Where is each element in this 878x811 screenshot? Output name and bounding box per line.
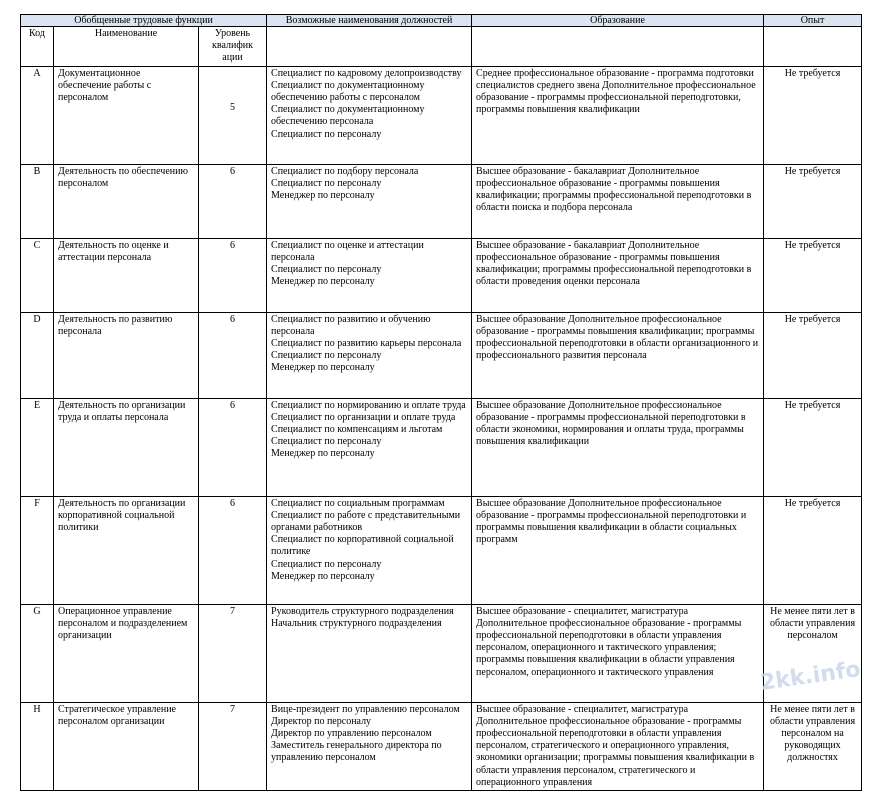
subheader-empty [267,27,472,67]
header-experience: Опыт [764,15,862,27]
row-experience: Не требуется [764,66,862,164]
position-item: Директор по персоналу [271,715,372,727]
row-experience: Не требуется [764,238,862,312]
table-row [21,496,862,604]
row-positions [267,702,472,790]
position-item: Специалист по персоналу [271,350,382,362]
row-positions [267,164,472,238]
row-positions [267,238,472,312]
position-item: Вице-президент по управлению персоналом [271,703,460,715]
position-item: Специалист по компенсациям и льготам [271,424,443,436]
subheader-empty [764,27,862,67]
row-code: A [21,66,54,164]
professional-standard-table [20,14,862,791]
row-positions [267,312,472,398]
row-experience: Не требуется [764,398,862,496]
subheader-empty [472,27,764,67]
row-experience: Не менее пяти лет в области управления персоналом [764,604,862,702]
row-code: C [21,238,54,312]
position-item: Специалист по персоналу [271,264,382,276]
position-item: Специалист по документационному обеспечению персонала [271,104,425,128]
position-item: Специалист по кадровому делопроизводству [271,67,462,79]
position-item: Менеджер по персоналу [271,362,375,374]
table-row [21,164,862,238]
row-level-cell [199,66,267,164]
subheader-row [21,27,862,67]
row-name: Деятельность по обеспечению персоналом [54,164,199,238]
row-name: Деятельность по организации корпоративной социальной политики [54,496,199,604]
row-name: Деятельность по развитию персонала [54,312,199,398]
row-experience: Не требуется [764,164,862,238]
position-item: Менеджер по персоналу [271,276,375,288]
position-item: Специалист по организации и оплате труда [271,411,456,423]
row-code: D [21,312,54,398]
row-level: 6 [199,312,267,398]
row-positions [267,496,472,604]
subheader-name: Наименование [54,27,199,67]
position-item: Руководитель структурного подразделения [271,605,454,617]
row-level: 7 [199,604,267,702]
row-code: H [21,702,54,790]
row-level: 6 [199,238,267,312]
row-education: Высшее образование - бакалавриат Дополнительное профессиональное образование - программы повышения квалификации; программы профессиональной переподготовки в области проведения оценки персонала [472,238,764,312]
row-code: B [21,164,54,238]
position-item: Специалист по персоналу [271,177,382,189]
position-item: Заместитель генерального директора по управлению персоналом [271,740,442,764]
watermark: 2kk.info [758,657,863,696]
row-level: 6 [199,496,267,604]
position-item: Специалист по персоналу [271,128,382,140]
row-name: Деятельность по оценке и аттестации персонала [54,238,199,312]
row-code: F [21,496,54,604]
position-item: Специалист по работе с представительными органами работников [271,509,461,534]
position-item: Специалист по корпоративной социальной политике [271,534,454,558]
table-row [21,238,862,312]
row-education: Высшее образование Дополнительное профессиональное образование - программы профессиональной переподготовки в области экономики, нормирования и оплаты труда, программы повышения квалификации [472,398,764,496]
position-item: Специалист по персоналу [271,436,382,448]
position-item: Специалист по развитию и обучению персонала [271,313,431,337]
table-row [21,702,862,790]
position-item: Специалист по оценке и аттестации персонала [271,239,424,263]
row-name: Стратегическое управление персоналом организации [54,702,199,790]
row-education: Высшее образование - бакалавриат Дополнительное профессиональное образование - программы повышения квалификации; программы профессиональной переподготовки в области поиска и подбора персонала [472,164,764,238]
position-item: Специалист по подбору персонала [271,165,419,177]
row-education: Высшее образование - специалитет, магистратура Дополнительное профессиональное образование - программы профессиональной переподготовки в области управления персоналом, операционного и тактического управления; программы повышения квалификации в области управления персоналом, операционного и тактического управления [472,604,764,702]
row-level: 6 [199,164,267,238]
position-item: Специалист по персоналу [271,558,382,570]
row-education: Высшее образование Дополнительное профессиональное образование - программы профессиональной переподготовки и программы повышения квалификации в области социальных программ [472,496,764,604]
row-positions [267,604,472,702]
subheader-code: Код [21,27,54,67]
row-name: Документационное обеспечение работы с персоналом [54,66,199,164]
table-row [21,312,862,398]
row-experience: Не менее пяти лет в области управления персоналом на руководящих должностях [764,702,862,790]
row-code: E [21,398,54,496]
header-functions: Обобщенные трудовые функции [21,15,267,27]
table-row [21,66,862,164]
position-item: Специалист по социальным программам [271,497,445,509]
row-level: 6 [199,398,267,496]
table-row [21,604,862,702]
position-item: Менеджер по персоналу [271,570,375,582]
position-item: Специалист по развитию карьеры персонала [271,338,462,350]
row-name: Операционное управление персоналом и подразделением организации [54,604,199,702]
row-level: 7 [199,702,267,790]
row-positions [267,66,472,164]
row-code: G [21,604,54,702]
position-item: Начальник структурного подразделения [271,617,442,629]
position-item: Специалист по нормированию и оплате труда [271,399,466,411]
subheader-level: Уровень квалифик ации [199,27,267,67]
position-item: Директор по управлению персоналом [271,728,432,740]
header-positions: Возможные наименования должностей [267,15,472,27]
position-item: Специалист по документационному обеспечению работы с персоналом [271,79,425,104]
header-education: Образование [472,15,764,27]
row-education: Высшее образование Дополнительное профессиональное образование - программы повышения квалификации; программы профессиональной переподготовки в области организационного и профессионального развития персонала [472,312,764,398]
row-experience: Не требуется [764,312,862,398]
row-name: Деятельность по организации труда и оплаты персонала [54,398,199,496]
header-row [21,15,862,27]
row-education: Среднее профессиональное образование - программа подготовки специалистов среднего звена Дополнительное профессиональное образование - программы профессиональной переподготовки, программы повышения квалификации [472,66,764,164]
row-positions [267,398,472,496]
row-education: Высшее образование - специалитет, магистратура Дополнительное профессиональное образование - программы профессиональной переподготовки в области управления персоналом, стратегического и операционного управления, экономики организации; программы повышения квалификации в области управления персоналом, стратегического и операционного управления [472,702,764,790]
position-item: Менеджер по персоналу [271,190,375,202]
position-item: Менеджер по персоналу [271,448,375,460]
row-level: 5 [230,101,236,113]
table-row [21,398,862,496]
row-experience: Не требуется [764,496,862,604]
